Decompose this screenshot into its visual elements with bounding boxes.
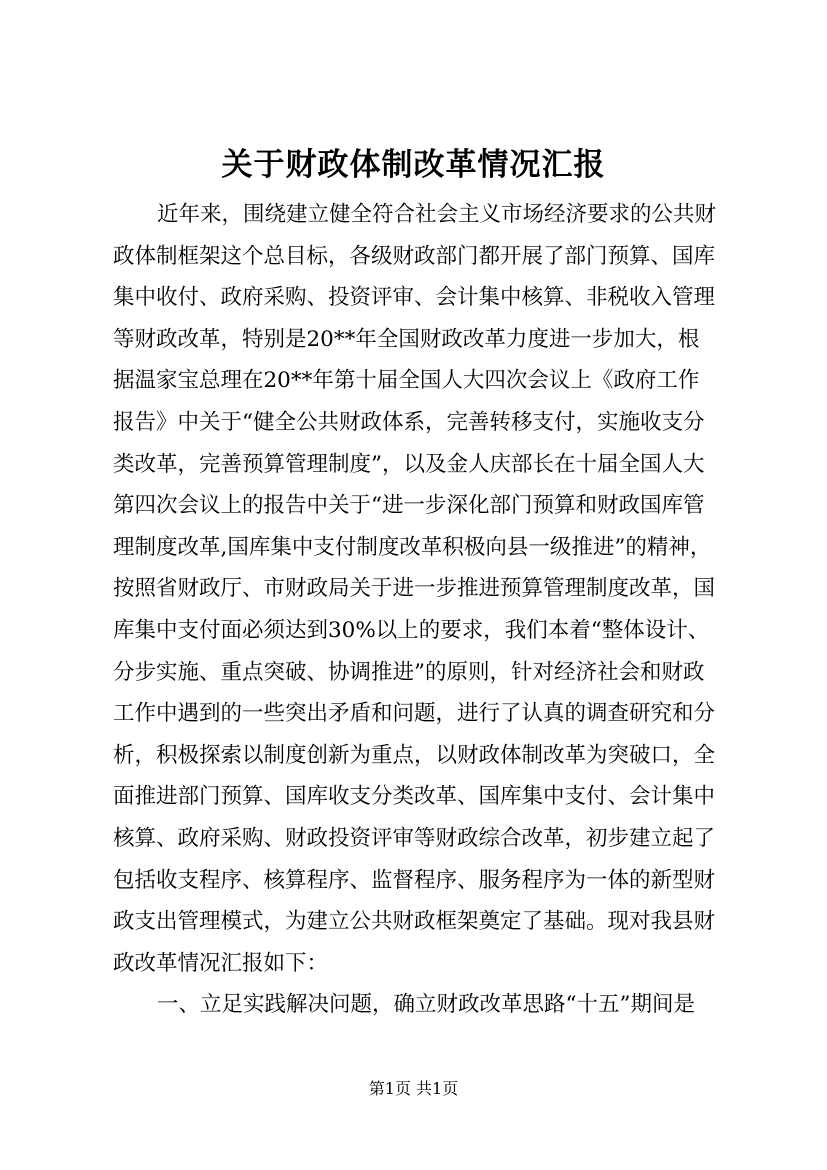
body-line: 工作中遇到的一些突出矛盾和问题，进行了认真的调查研究和分: [113, 701, 716, 727]
body-line: 析，积极探索以制度创新为重点，以财政体制改革为突破口，全: [113, 742, 716, 768]
body-line: 报告》中关于“健全公共财政体系，完善转移支付，实施收支分: [113, 409, 705, 435]
section-heading-line: 一、立足实践解决问题，确立财政改革思路“十五”期间是: [157, 992, 695, 1018]
body-line: 等财政改革，特别是20**年全国财政改革力度进一步加大，根: [113, 326, 700, 352]
document-body: [113, 194, 723, 1026]
body-line: 面推进部门预算、国库收支分类改革、国库集中支付、会计集中: [113, 784, 716, 810]
page-footer: 第1页 共1页: [368, 1079, 459, 1098]
body-line: 第四次会议上的报告中关于“进一步深化部门预算和财政国库管: [113, 493, 705, 519]
document-title: 关于财政体制改革情况汇报: [221, 147, 606, 183]
body-line: 政改革情况汇报如下：: [113, 950, 329, 976]
body-line: 政支出管理模式，为建立公共财政框架奠定了基础。现对我县财: [113, 909, 716, 935]
body-line: 核算、政府采购、财政投资评审等财政综合改革，初步建立起了: [113, 825, 716, 851]
body-line: 理制度改革,国库集中支付制度改革积极向县一级推进”的精神，: [113, 534, 712, 560]
body-line: 按照省财政厅、市财政局关于进一步推进预算管理制度改革，国: [113, 576, 716, 602]
body-line: 库集中支付面必须达到30%以上的要求，我们本着“整体设计、: [113, 617, 710, 643]
body-line: 据温家宝总理在20**年第十届全国人大四次会议上《政府工作: [113, 368, 700, 394]
body-line: 包括收支程序、核算程序、监督程序、服务程序为一体的新型财: [113, 867, 716, 893]
body-line: 类改革，完善预算管理制度”，以及金人庆部长在十届全国人大: [113, 451, 705, 477]
body-line: 近年来，围绕建立健全符合社会主义市场经济要求的公共财: [157, 202, 717, 227]
body-line: 分步实施、重点突破、协调推进”的原则，针对经济社会和财政: [113, 659, 705, 685]
body-line: 政体制框架这个总目标，各级财政部门都开展了部门预算、国库: [113, 243, 716, 269]
body-line: 集中收付、政府采购、投资评审、会计集中核算、非税收入管理: [113, 285, 716, 311]
